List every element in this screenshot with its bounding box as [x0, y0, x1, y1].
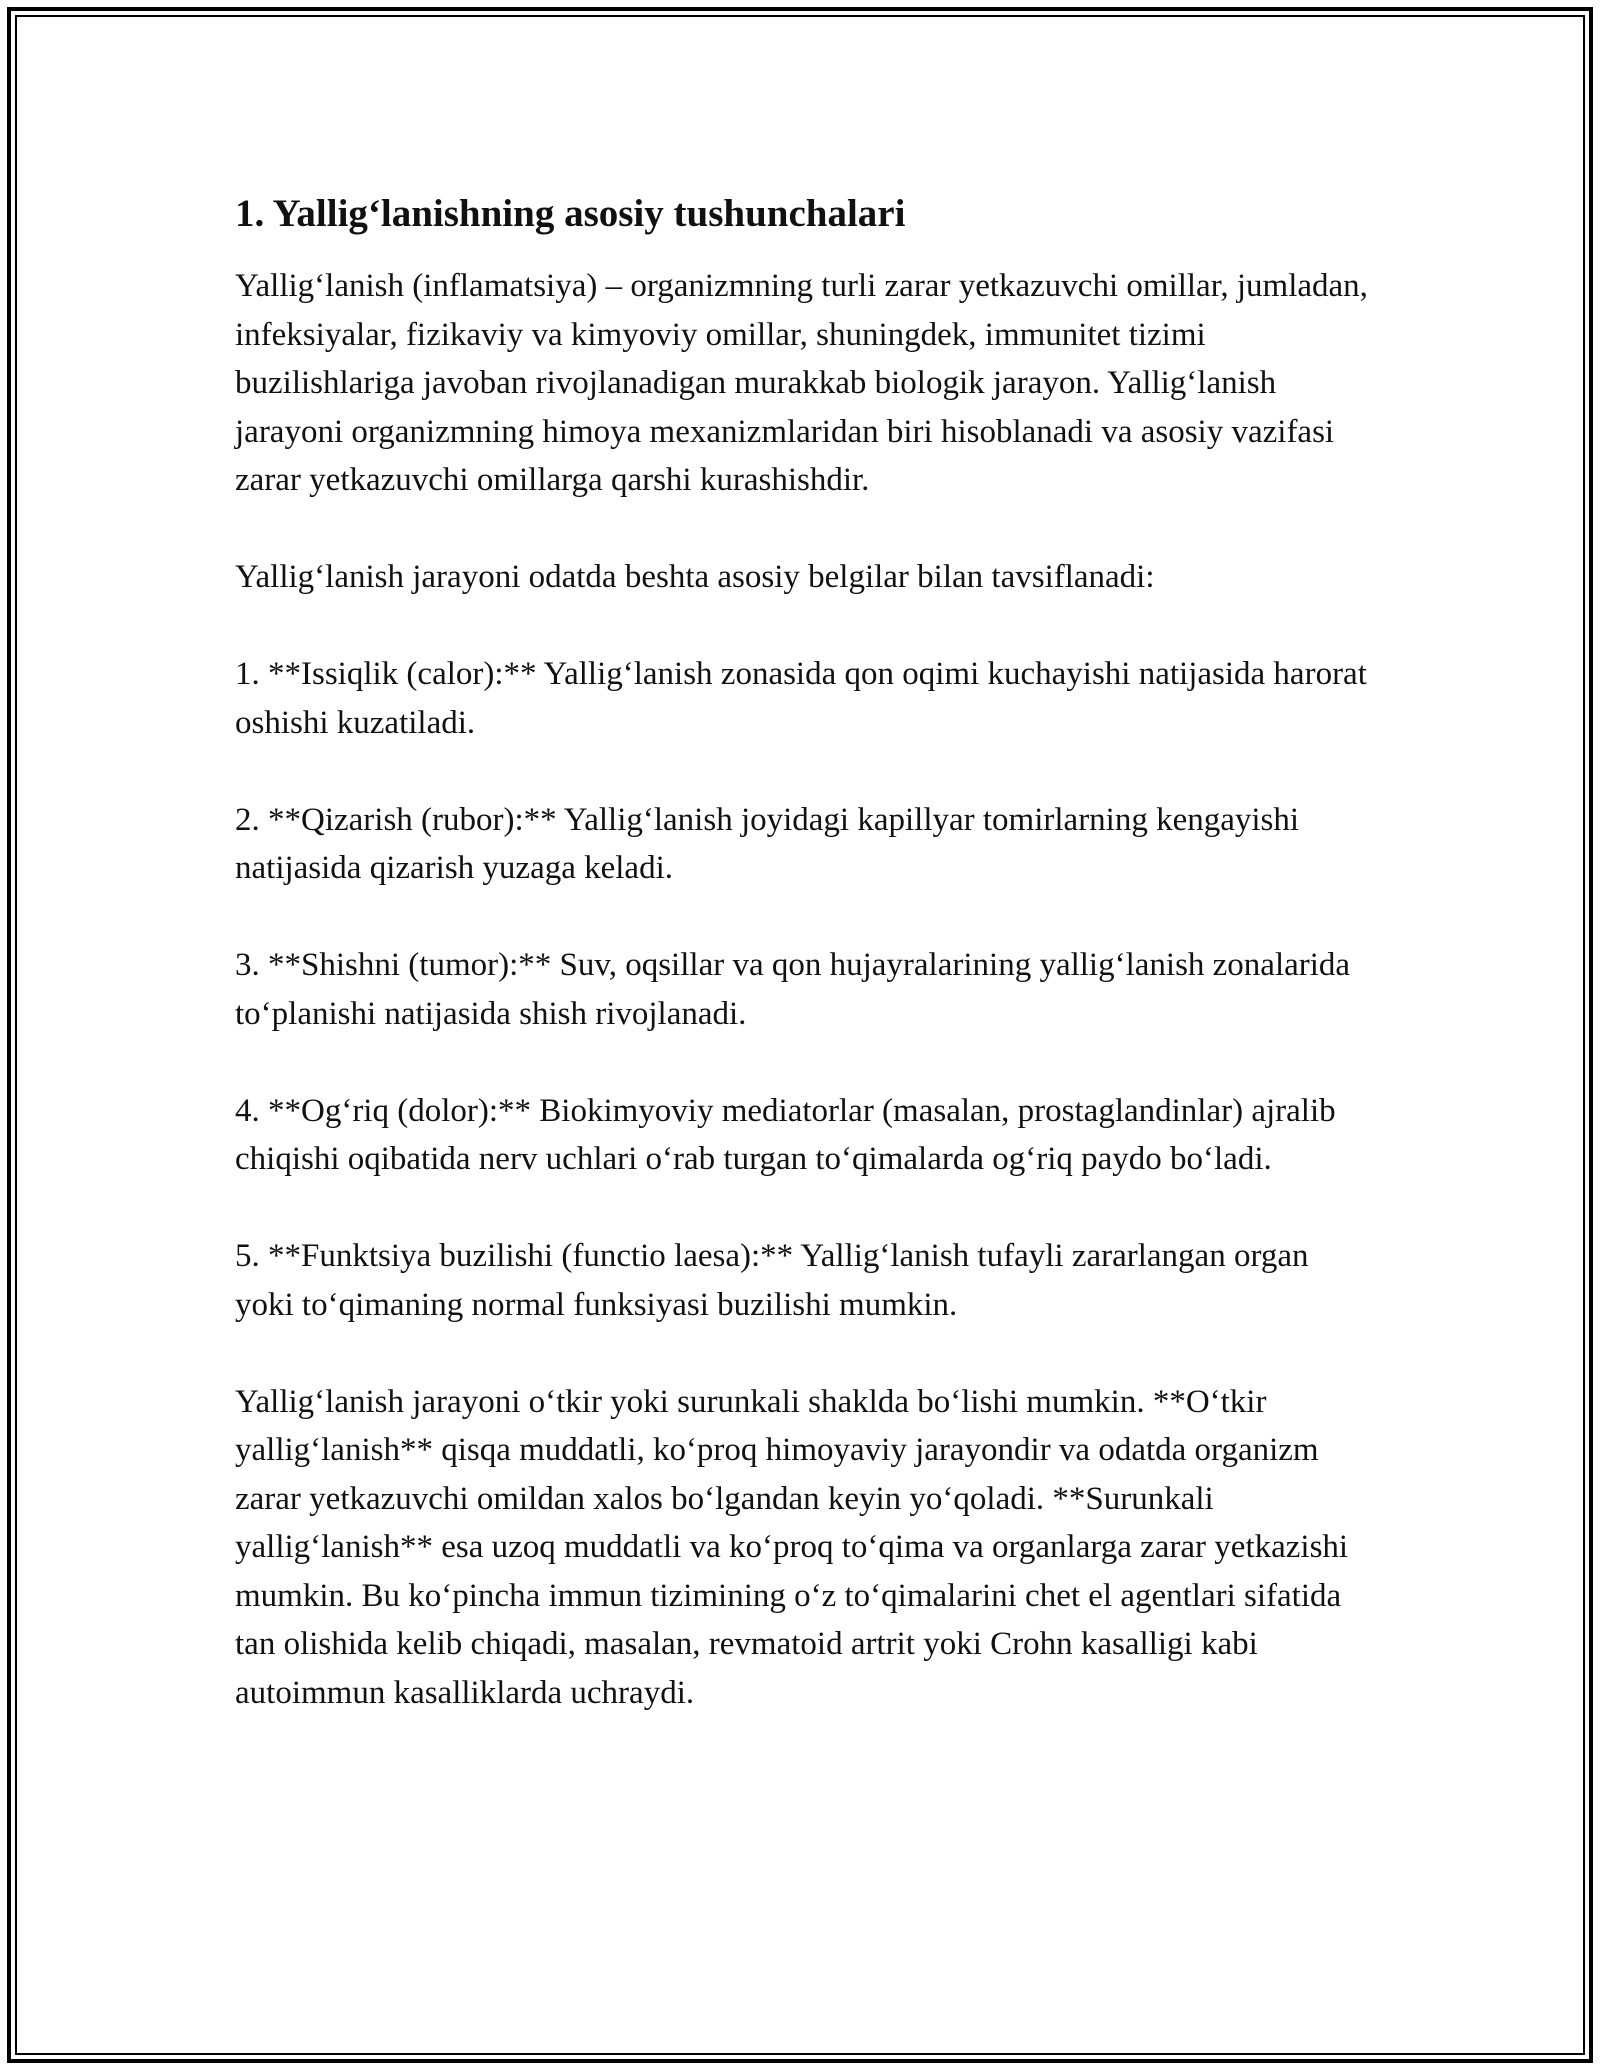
section-heading: 1. Yallig‘lanishning asosiy tushunchalari: [235, 192, 906, 235]
sign-item-tumor: 3. **Shishni (tumor):** Suv, oqsillar va qon hujayralarining yallig‘lanish zonalarida to‘planishi natijasida shish rivojlanadi.: [235, 947, 1351, 1032]
intro-paragraph: Yallig‘lanish (inflamatsiya) – organizmning turli zarar yetkazuvchi omillar, jumladan, infeksiyalar, fizikaviy va kimyoviy omillar, shuningdek, immunitet tizimi buzilishlariga javoban rivojlanadigan murakkab biologik jarayon. Yallig‘lanish jarayoni organizmning himoya mexanizmlaridan biri hisoblanadi va asosiy vazifasi zarar yetkazuvchi omillarga qarshi kurashishdir.: [235, 268, 1368, 498]
sign-item-calor: 1. **Issiqlik (calor):** Yallig‘lanish zonasida qon oqimi kuchayishi natijasida harorat oshishi kuzatiladi.: [235, 656, 1367, 741]
sign-item-functio-laesa: 5. **Funktsiya buzilishi (functio laesa):** Yallig‘lanish tufayli zararlangan organ yoki to‘qimaning normal funksiyasi buzilishi mumkin.: [235, 1238, 1309, 1323]
sign-item-rubor: 2. **Qizarish (rubor):** Yallig‘lanish joyidagi kapillyar tomirlarning kengayishi natijasida qizarish yuzaga keladi.: [235, 801, 1300, 886]
document-body: [235, 188, 1375, 1766]
signs-intro-paragraph: Yallig‘lanish jarayoni odatda beshta asosiy belgilar bilan tavsiflanadi:: [235, 559, 1155, 595]
sign-item-dolor: 4. **Og‘riq (dolor):** Biokimyoviy mediatorlar (masalan, prostaglandinlar) ajralib chiqishi oqibatida nerv uchlari o‘rab turgan to‘qimalarda og‘riq paydo bo‘ladi.: [235, 1092, 1336, 1177]
acute-chronic-paragraph: Yallig‘lanish jarayoni o‘tkir yoki surunkali shaklda bo‘lishi mumkin. **O‘tkir yallig‘lanish** qisqa muddatli, ko‘proq himoyaviy jarayondir va odatda organizm zarar yetkazuvchi omildan xalos bo‘lgandan keyin yo‘qoladi. **Surunkali yallig‘lanish** esa uzoq muddatli va ko‘proq to‘qima va organlarga zarar yetkazishi mumkin. Bu ko‘pincha immun tizimining o‘z to‘qimalarini chet el agentlari sifatida tan olishida kelib chiqadi, masalan, revmatoid artrit yoki Crohn kasalligi kabi autoimmun kasalliklarda uchraydi.: [235, 1383, 1349, 1711]
